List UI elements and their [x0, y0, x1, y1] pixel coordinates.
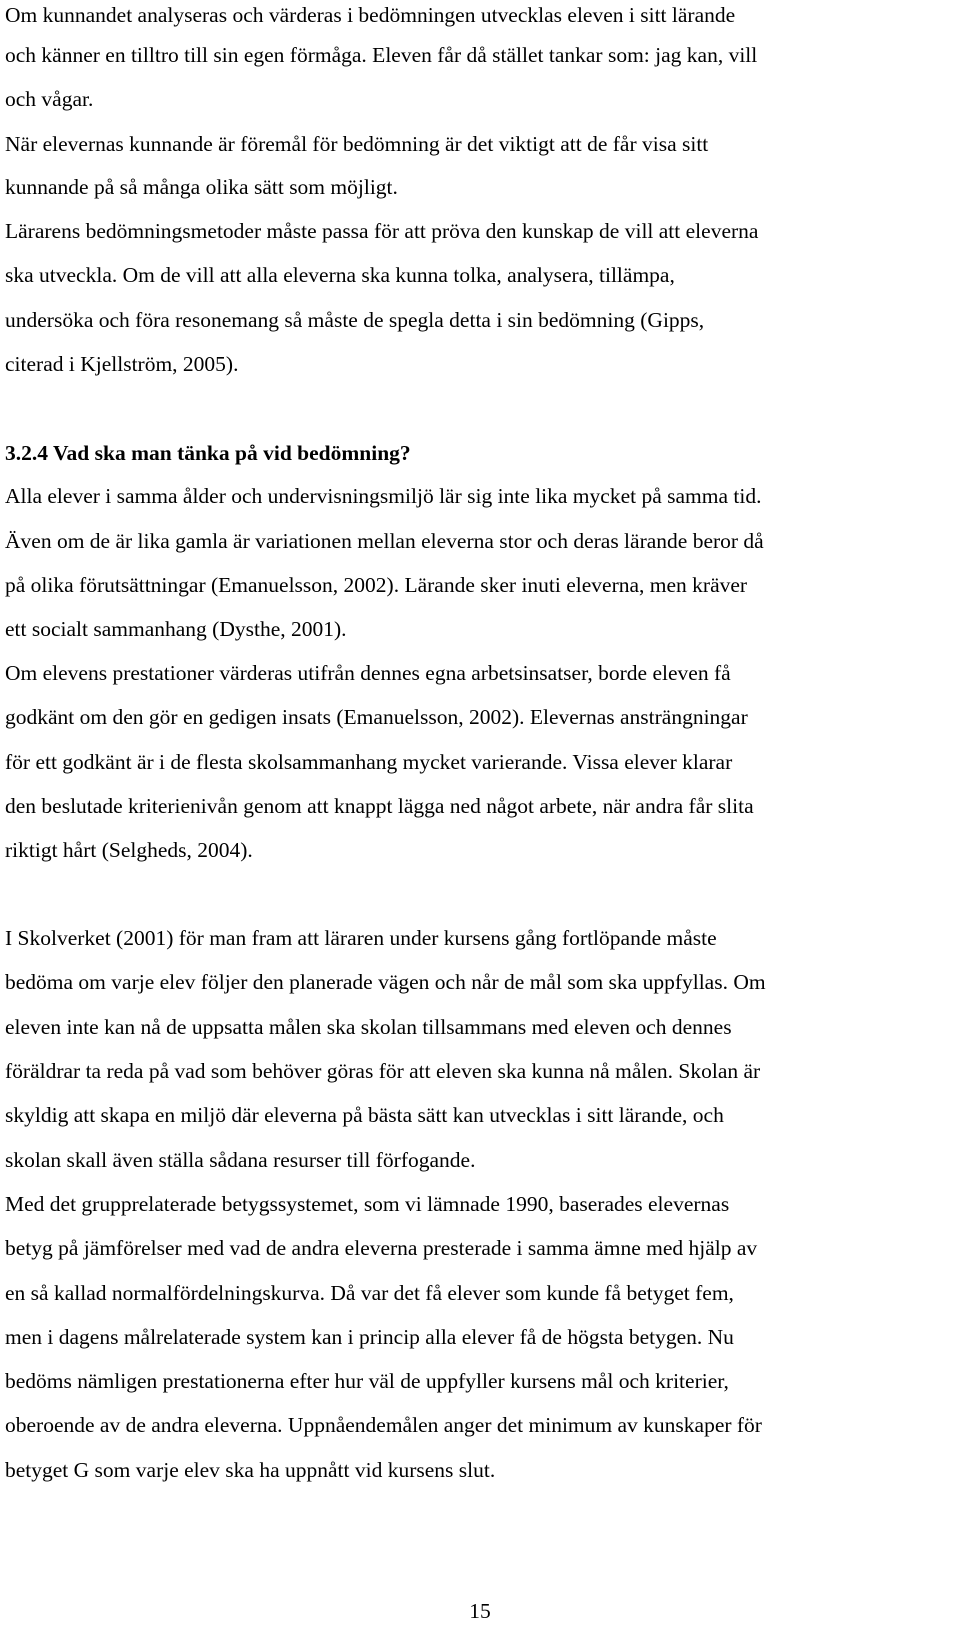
text-line: för ett godkänt är i de flesta skolsammanhang mycket varierande. Vissa elever klarar [5, 750, 733, 774]
text-line: Lärarens bedömningsmetoder måste passa för att pröva den kunskap de vill att eleverna [5, 219, 759, 243]
text-line: riktigt hårt (Selgheds, 2004). [5, 838, 253, 862]
text-line: ett socialt sammanhang (Dysthe, 2001). [5, 617, 347, 641]
section-heading: 3.2.4 Vad ska man tänka på vid bedömning? [5, 441, 411, 465]
text-line: oberoende av de andra eleverna. Uppnåendemålen anger det minimum av kunskaper för [5, 1413, 762, 1437]
text-line: Om elevens prestationer värderas utifrån dennes egna arbetsinsatser, borde eleven få [5, 661, 731, 685]
text-line: den beslutade kriterienivån genom att knappt lägga ned något arbete, när andra får slita [5, 794, 754, 818]
text-line: Alla elever i samma ålder och undervisningsmiljö lär sig inte lika mycket på samma tid. [5, 484, 762, 508]
text-line: och känner en tilltro till sin egen förmåga. Eleven får då stället tankar som: jag kan, vill [5, 43, 758, 67]
text-line: eleven inte kan nå de uppsatta målen ska skolan tillsammans med eleven och dennes [5, 1015, 732, 1039]
text-line: I Skolverket (2001) för man fram att läraren under kursens gång fortlöpande måste [5, 926, 717, 950]
text-line: betyg på jämförelser med vad de andra eleverna presterade i samma ämne med hjälp av [5, 1236, 758, 1260]
text-line: föräldrar ta reda på vad som behöver göras för att eleven ska kunna nå målen. Skolan är [5, 1059, 761, 1083]
text-line: När elevernas kunnande är föremål för bedömning är det viktigt att de får visa sitt [5, 132, 709, 156]
text-line: godkänt om den gör en gedigen insats (Emanuelsson, 2002). Elevernas ansträngningar [5, 705, 748, 729]
text-line: betyget G som varje elev ska ha uppnått vid kursens slut. [5, 1458, 496, 1482]
text-line: bedöma om varje elev följer den planerade vägen och når de mål som ska uppfyllas. Om [5, 970, 766, 994]
text-line: kunnande på så många olika sätt som möjligt. [5, 175, 398, 199]
text-line: citerad i Kjellström, 2005). [5, 352, 239, 376]
text-line: Med det grupprelaterade betygssystemet, som vi lämnade 1990, baserades elevernas [5, 1192, 730, 1216]
text-line: ska utveckla. Om de vill att alla eleverna ska kunna tolka, analysera, tillämpa, [5, 263, 675, 287]
text-line: en så kallad normalfördelningskurva. Då var det få elever som kunde få betyget fem, [5, 1281, 734, 1305]
text-line: Om kunnandet analyseras och värderas i bedömningen utvecklas eleven i sitt lärande [5, 3, 736, 27]
text-line: skyldig att skapa en miljö där eleverna på bästa sätt kan utvecklas i sitt lärande, och [5, 1103, 724, 1127]
text-line: på olika förutsättningar (Emanuelsson, 2002). Lärande sker inuti eleverna, men kräver [5, 573, 748, 597]
text-line: undersöka och föra resonemang så måste de spegla detta i sin bedömning (Gipps, [5, 308, 705, 332]
text-line: och vågar. [5, 87, 94, 111]
page-number: 15 [469, 1599, 491, 1623]
text-line: skolan skall även ställa sådana resurser till förfogande. [5, 1148, 476, 1172]
text-line: men i dagens målrelaterade system kan i princip alla elever få de högsta betygen. Nu [5, 1325, 734, 1349]
text-line: Även om de är lika gamla är variationen mellan eleverna stor och deras lärande beror då [5, 529, 764, 553]
text-line: bedöms nämligen prestationerna efter hur väl de uppfyller kursens mål och kriterier, [5, 1369, 729, 1393]
